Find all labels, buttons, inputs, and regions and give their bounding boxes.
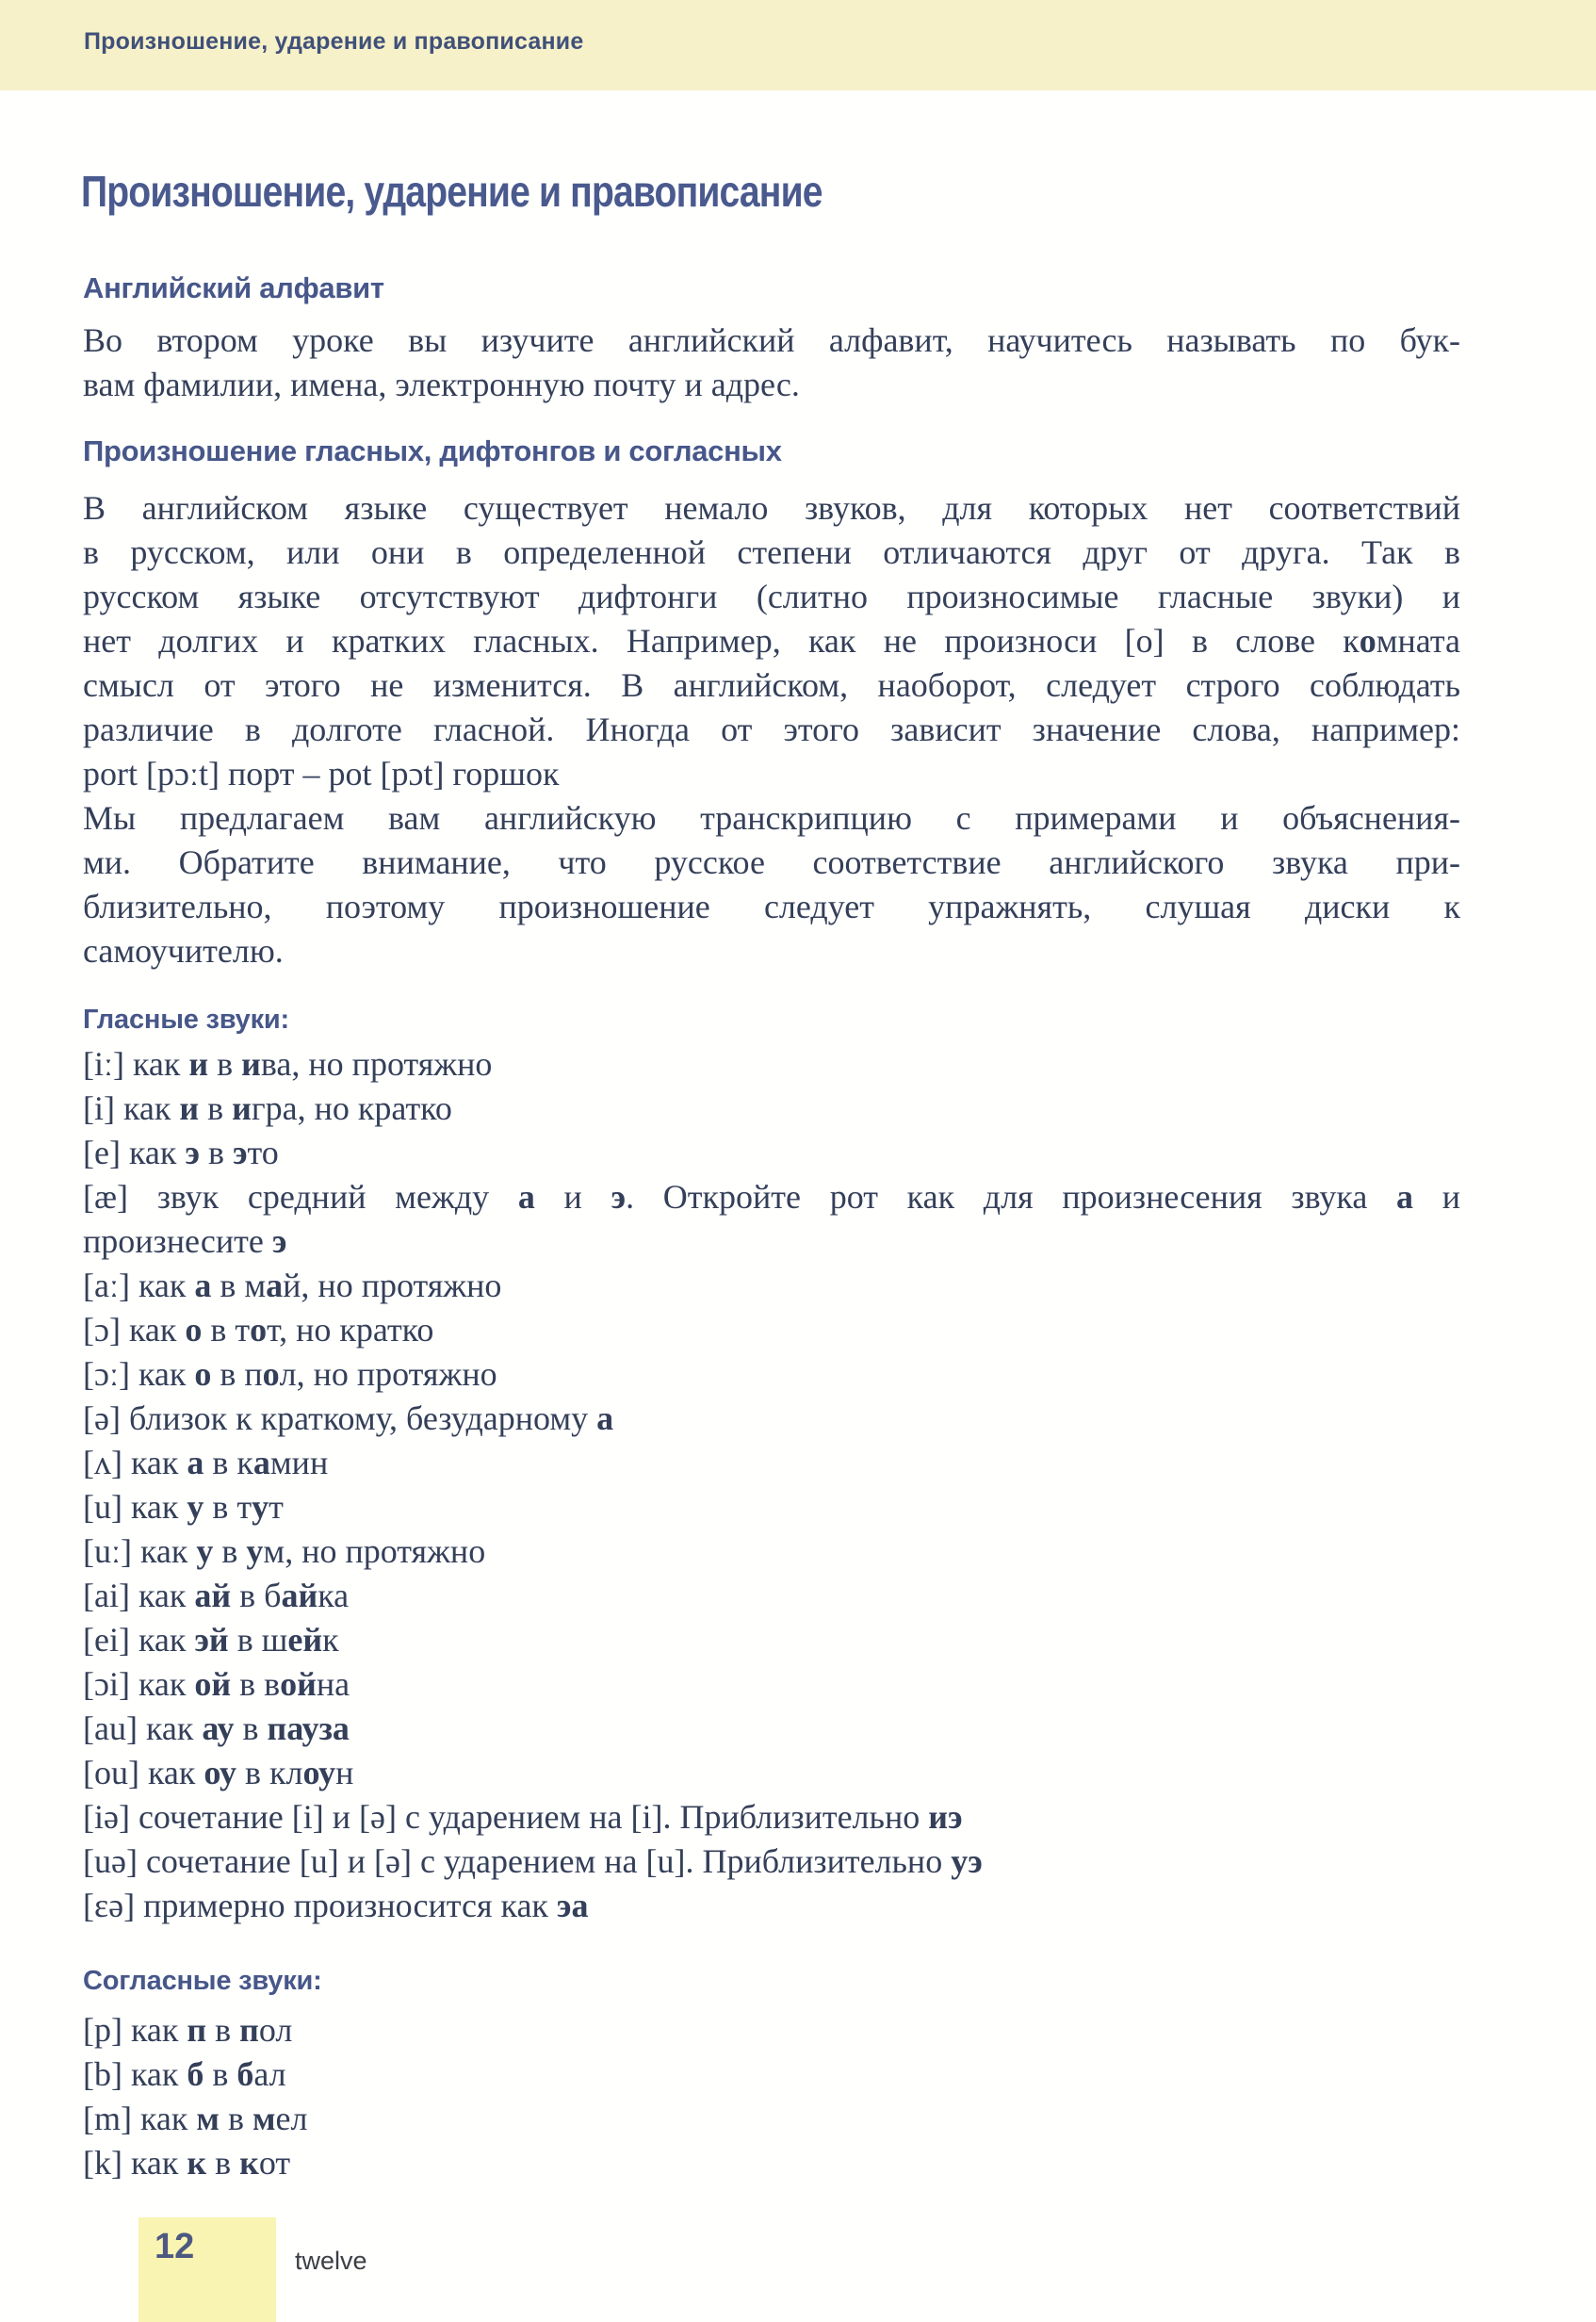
text-line: произнесите э xyxy=(83,1222,287,1260)
consonant-sounds-list xyxy=(83,2008,1460,2185)
text-line: различие в долготе гласной. Иногда от этого зависит значение слова, например: xyxy=(83,711,1460,748)
text-line: в русском, или они в определенной степени отличаются друг от друга. Так в xyxy=(83,533,1460,571)
text-line: [ə] близок к краткому, безударному а xyxy=(83,1399,614,1437)
text-line: [ai] как ай в байка xyxy=(83,1577,350,1614)
text-line: ми. Обратите внимание, что русское соответствие английского звука при- xyxy=(83,843,1460,881)
page-number: 12 xyxy=(155,2227,195,2266)
text-line: [b] как б в бал xyxy=(83,2055,286,2093)
text-line: [iː] как и в ива, но протяжно xyxy=(83,1045,493,1083)
text-line: [ou] как оу в клоун xyxy=(83,1754,354,1791)
text-line: Во втором уроке вы изучите английский алфавит, научитесь называть по бук- xyxy=(83,321,1460,359)
text-line: [p] как п в пол xyxy=(83,2011,293,2049)
vowel-sounds-list xyxy=(83,1042,1460,1928)
text-line: [ei] как эй в шейк xyxy=(83,1621,339,1659)
text-line: [i] как и в игра, но кратко xyxy=(83,1089,452,1127)
subheading-consonant-sounds: Согласные звуки: xyxy=(83,1966,322,1996)
text-line: [k] как к в кот xyxy=(83,2144,291,2182)
subheading-vowel-sounds: Гласные звуки: xyxy=(83,1005,289,1035)
text-line: нет долгих и кратких гласных. Например, как не произноси [о] в слове комната xyxy=(83,622,1460,660)
text-line: [ʌ] как а в камин xyxy=(83,1444,329,1481)
page-number-box xyxy=(138,2217,276,2322)
text-line: В английском языке существует немало звуков, для которых нет соответствий xyxy=(83,489,1460,527)
text-line: [uə] сочетание [u] и [ə] с ударением на [u]. Приблизительно уэ xyxy=(83,1842,983,1880)
text-line: [e] как э в это xyxy=(83,1134,279,1171)
text-line: [ɔ] как о в тот, но кратко xyxy=(83,1311,434,1349)
running-head: Произношение, ударение и правописание xyxy=(84,28,584,55)
text-line: [æ] звук средний между а и э. Откройте рот как для произнесения звука а и xyxy=(83,1178,1461,1216)
page-title: Произношение, ударение и правописание xyxy=(81,167,822,216)
text-line: смысл от этого не изменится. В английском, наоборот, следует строго соблюдать xyxy=(83,666,1460,704)
text-line: русском языке отсутствуют дифтонги (слитно произносимые гласные звуки) и xyxy=(83,578,1460,615)
text-line: [ɛə] примерно произносится как эа xyxy=(83,1887,589,1924)
section-heading-alphabet: Английский алфавит xyxy=(83,271,384,304)
text-line: Мы предлагаем вам английскую транскрипцию с примерами и объяснения- xyxy=(83,799,1460,837)
paragraph-alphabet xyxy=(83,319,1460,407)
text-line: [m] как м в мел xyxy=(83,2100,308,2137)
text-line: [ɔː] как о в пол, но протяжно xyxy=(83,1355,497,1393)
text-line: близительно, поэтому произношение следует упражнять, слушая диски к xyxy=(83,888,1460,925)
text-line: port [pɔːt] порт – pot [pɔt] горшок xyxy=(83,755,560,793)
section-heading-sounds: Произношение гласных, дифтонгов и согласных xyxy=(83,434,782,467)
text-line: [ɔi] как ой в война xyxy=(83,1665,350,1703)
header-band xyxy=(0,0,1596,90)
text-line: [aː] как а в май, но протяжно xyxy=(83,1267,502,1304)
page-number-word: twelve xyxy=(295,2247,367,2275)
paragraph-sounds xyxy=(83,486,1460,973)
text-line: [au] как ау в пауза xyxy=(83,1709,350,1747)
text-line: [u] как у в тут xyxy=(83,1488,284,1526)
text-line: [iə] сочетание [i] и [ə] с ударением на [i]. Приблизительно иэ xyxy=(83,1798,963,1836)
text-line: вам фамилии, имена, электронную почту и адрес. xyxy=(83,366,800,403)
text-line: [uː] как у в ум, но протяжно xyxy=(83,1532,486,1570)
text-line: самоучителю. xyxy=(83,932,284,970)
